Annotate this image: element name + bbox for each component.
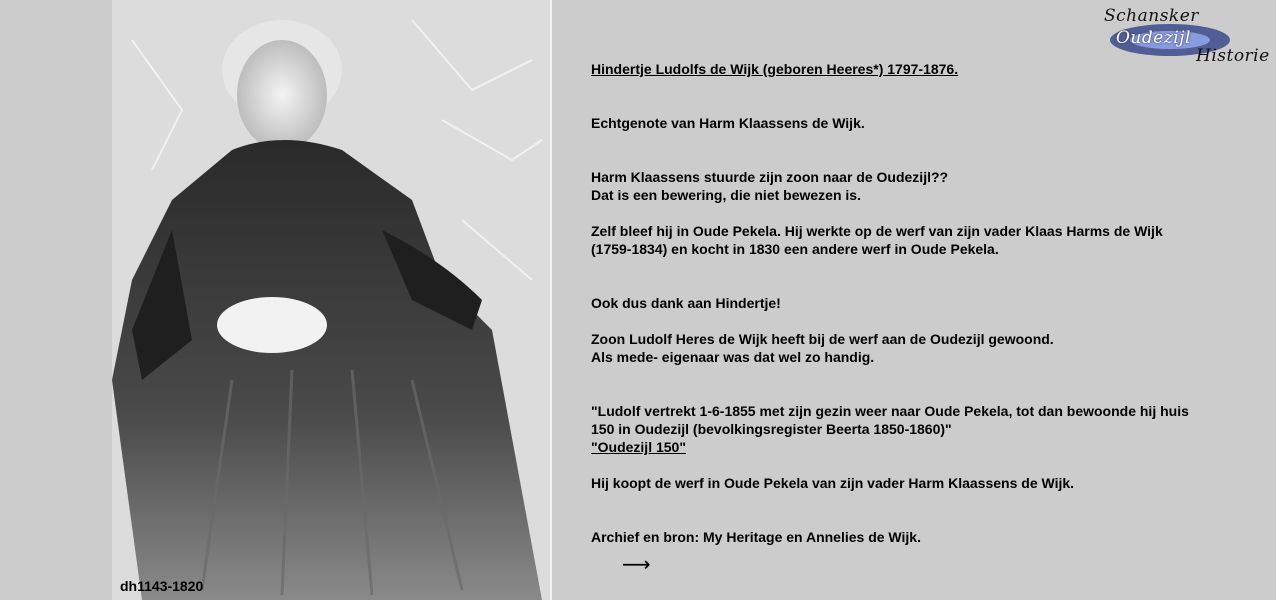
next-arrow-icon[interactable]: ⟶ [622,554,651,576]
paragraph-4-line-1: Zoon Ludolf Heres de Wijk heeft bij de werf aan de Oudezijl gewoond. [591,331,1054,347]
article-title: Hindertje Ludolfs de Wijk (geboren Heeres*) 1797-1876. [591,61,959,77]
source-line: Archief en bron: My Heritage en Annelies de Wijk. [591,529,921,545]
paragraph-5: Hij koopt de werf in Oude Pekela van zijn vader Harm Klaassens de Wijk. [591,475,1075,491]
paragraph-4-line-2: Als mede- eigenaar was dat wel zo handig. [591,349,875,365]
paragraph-1-line-2: Dat is een bewering, die niet bewezen is. [591,187,861,203]
portrait-photo [112,0,552,600]
paragraph-2-line-1: Zelf bleef hij in Oude Pekela. Hij werkte op de werf van zijn vader Klaas Harms de Wijk [591,223,1163,239]
quote-line-1: "Ludolf vertrekt 1-6-1855 met zijn gezin weer naar Oude Pekela, tot dan bewoonde hij huis [591,403,1189,419]
logo-text-oudezijl: Oudezijl [1116,28,1191,48]
paragraph-2-line-2: (1759-1834) en kocht in 1830 een andere werf in Oude Pekela. [591,241,999,257]
paragraph-3: Ook dus dank aan Hindertje! [591,295,781,311]
photo-caption: dh1143-1820 [120,578,204,594]
site-logo[interactable] [1100,4,1270,64]
portrait-image [112,0,550,600]
logo-text-schansker: Schansker [1104,6,1199,26]
logo-text-historie: Historie [1196,46,1270,66]
paragraph-1-line-1: Harm Klaassens stuurde zijn zoon naar de Oudezijl?? [591,169,949,185]
spouse-line: Echtgenote van Harm Klaassens de Wijk. [591,115,865,131]
article-content [591,60,1251,546]
quote-line-2: 150 in Oudezijl (bevolkingsregister Beerta 1850-1860)" [591,421,952,437]
oudezijl-150-link[interactable]: "Oudezijl 150" [591,439,686,455]
